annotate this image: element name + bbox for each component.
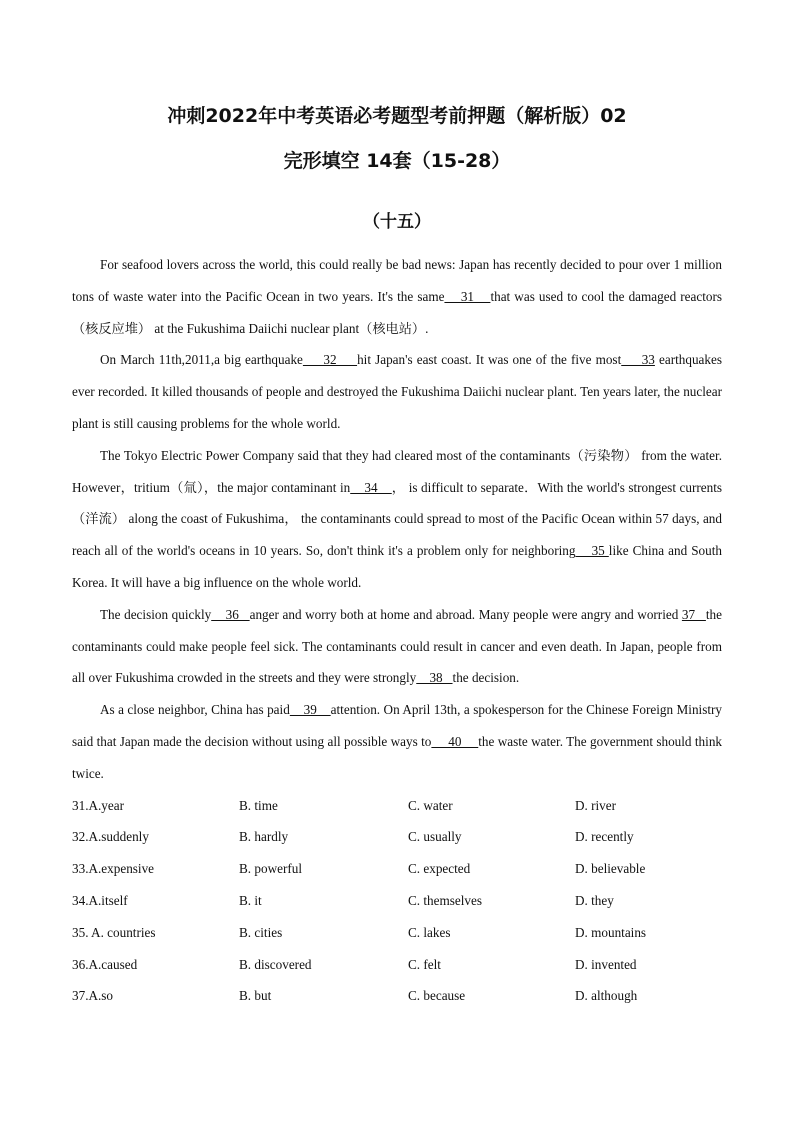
blank-36: 36 xyxy=(211,606,250,622)
text: earthquakes ever recorded. It killed thousands of people and destroyed the Fukushima Daiichi nuclear plant. Ten years later, the nuclear plant is still causing problems for the whole world. xyxy=(72,352,722,431)
option-b: B. hardly xyxy=(239,829,289,845)
option-c: C. because xyxy=(408,988,466,1004)
option-b: B. it xyxy=(239,892,262,908)
answer-options xyxy=(72,790,722,1013)
text: anger and worry both at home and abroad. Many people were angry and worried xyxy=(249,606,682,622)
option-a: 31.A.year xyxy=(72,797,124,813)
text: As a close neighbor, China has paid xyxy=(100,702,290,718)
cloze-passage xyxy=(72,249,722,790)
blank-35: 35 xyxy=(575,543,609,559)
text: the decision. xyxy=(452,670,520,686)
paragraph-5 xyxy=(72,694,722,789)
document-subtitle: 完形填空 14套（15-28） xyxy=(283,150,511,172)
option-a: 33.A.expensive xyxy=(72,861,155,877)
section-number: （十五） xyxy=(363,212,431,232)
text: like China and South Korea. It will have a big influence on the whole world. xyxy=(72,543,722,590)
text: On March 11th,2011,a big earthquake xyxy=(100,352,303,368)
text: For seafood lovers across the world, this could really be bad news: Japan has recently decided to pour over 1 million tons of waste water into the Pacific Ocean in two years. It's the same xyxy=(72,257,722,304)
option-a: 36.A.caused xyxy=(72,956,138,972)
option-c: C. lakes xyxy=(408,924,451,940)
option-c: C. felt xyxy=(408,956,441,972)
option-d: D. believable xyxy=(575,861,646,877)
option-c: C. themselves xyxy=(408,892,482,908)
option-d: D. river xyxy=(575,797,617,813)
text: attention. On April 13th, a spokesperson for the Chinese Foreign Ministry said that Japan made the decision without using all possible ways to xyxy=(72,702,722,749)
text: hit Japan's east coast. It was one of the five most xyxy=(357,352,622,368)
option-d: D. mountains xyxy=(575,924,647,940)
text: ， is difficult to separate．With the world's strongest currents（洋流） along the coast of Fukushima， the contaminants could spread to most of the Pacific Ocean within 57 days, and reach all of the world's oceans in 10 years. So, don't think it's a problem only for neighboring xyxy=(72,479,722,559)
text: the waste water. The government should think twice. xyxy=(72,733,723,781)
blank-37: 37 xyxy=(681,606,706,622)
blank-39: 39 xyxy=(289,702,331,718)
text: The Tokyo Electric Power Company said that they had cleared most of the contaminants（污染物） from the water. However，tritium（氚），the major contaminant in xyxy=(72,447,722,495)
option-a: 32.A.suddenly xyxy=(72,829,149,845)
paragraph-3 xyxy=(72,440,722,599)
paragraph-2 xyxy=(72,344,722,439)
option-row-31 xyxy=(72,790,722,822)
blank-34: 34 xyxy=(350,479,392,495)
option-b: B. powerful xyxy=(239,861,302,877)
blank-31: 31 xyxy=(444,288,491,304)
paragraph-1 xyxy=(72,249,722,344)
option-row-37 xyxy=(72,980,722,1012)
document-page xyxy=(72,100,722,1012)
text: that was used to cool the damaged reactors（核反应堆） at the Fukushima Daiichi nuclear plant（核电站）. xyxy=(72,288,722,336)
option-d: D. they xyxy=(575,892,614,908)
option-b: B. discovered xyxy=(239,956,312,972)
paragraph-4 xyxy=(72,599,722,694)
option-c: C. expected xyxy=(408,861,471,877)
blank-32: 32 xyxy=(302,352,358,368)
blank-33: 33 xyxy=(621,352,655,368)
blank-40: 40 xyxy=(431,733,479,749)
option-a: 37.A.so xyxy=(72,988,114,1004)
text: The decision quickly xyxy=(100,606,212,622)
option-d: D. recently xyxy=(575,829,634,845)
option-row-33 xyxy=(72,853,722,885)
option-row-34 xyxy=(72,885,722,917)
option-row-35 xyxy=(72,917,722,949)
document-title: 冲刺2022年中考英语必考题型考前押题（解析版）02 xyxy=(167,105,627,127)
option-b: B. cities xyxy=(239,924,283,940)
option-row-32 xyxy=(72,821,722,853)
option-d: D. although xyxy=(575,988,638,1004)
option-c: C. usually xyxy=(408,829,462,845)
option-d: D. invented xyxy=(575,956,637,972)
text: the contaminants could make people feel sick. The contaminants could result in cancer and even death. In Japan, people from all over Fukushima crowded in the streets and they were strongly xyxy=(72,606,723,686)
option-a: 34.A.itself xyxy=(72,892,128,908)
option-b: B. but xyxy=(239,988,272,1004)
option-a: 35. A. countries xyxy=(72,924,156,940)
option-b: B. time xyxy=(239,797,278,813)
blank-38: 38 xyxy=(416,670,453,686)
option-c: C. water xyxy=(408,797,453,813)
option-row-36 xyxy=(72,949,722,981)
